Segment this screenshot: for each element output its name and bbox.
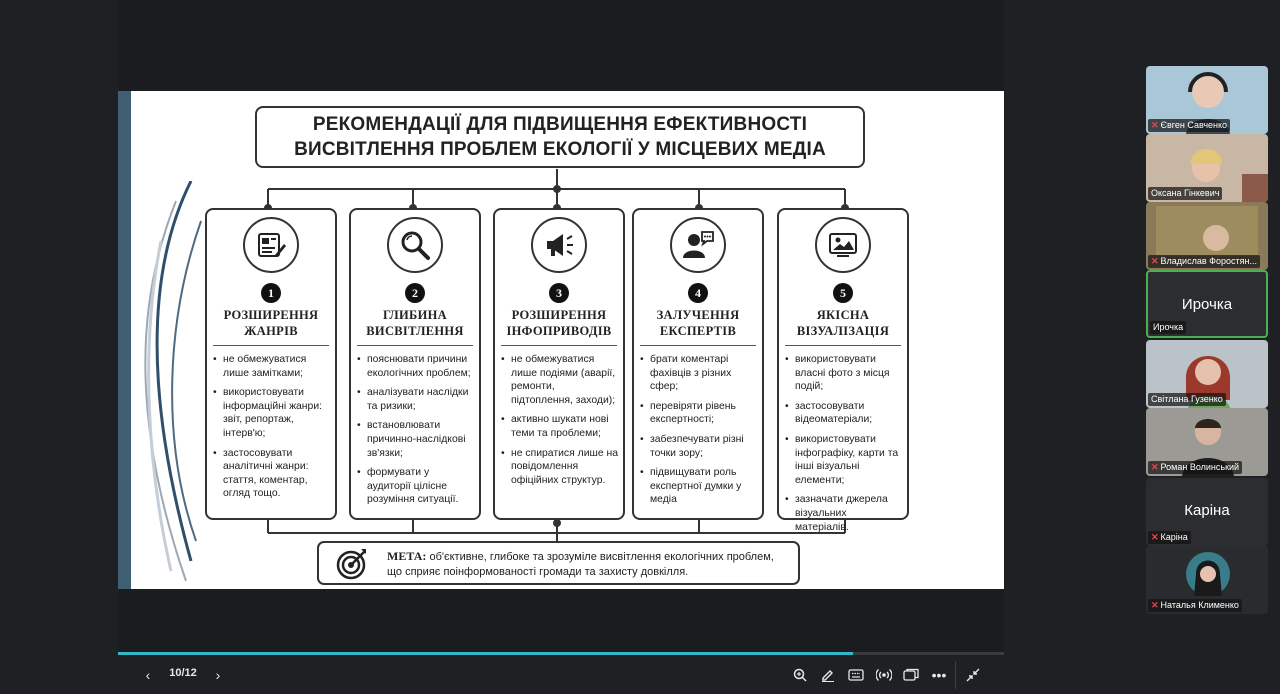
card-divider: [357, 345, 473, 346]
card-title: РОЗШИРЕННЯ ЖАНРІВ: [223, 308, 319, 338]
list-item: • використовувати власні фото з місця подій;: [785, 353, 903, 394]
list-item: • застосовувати відеоматеріали;: [785, 400, 903, 427]
list-item: • не обмежуватися лише подіями (аварії, ремонти, підтоплення, заходи);: [501, 353, 619, 407]
recommendation-card-5: [777, 208, 909, 533]
card-list: [640, 353, 758, 513]
card-title: РОЗШИРЕННЯ ІНФОПРИВОДІВ: [506, 308, 612, 338]
list-item: • активно шукати нові теми та проблеми;: [501, 413, 619, 440]
slide-title-line-1: РЕКОМЕНДАЦІЇ ДЛЯ ПІДВИЩЕННЯ ЕФЕКТИВНОСТІ: [312, 114, 808, 135]
card-list: [501, 353, 619, 493]
list-item: • перевіряти рівень експертності;: [640, 400, 758, 427]
list-item: • використовувати інформаційні жанри: звіт, репортаж, інтерв'ю;: [213, 386, 331, 440]
recommendation-card-3: [493, 208, 625, 520]
participant-tile[interactable]: [1146, 134, 1268, 202]
participant-tile[interactable]: [1146, 546, 1268, 614]
card-number: 4: [688, 283, 708, 303]
goal-description: об'єктивне, глибоке та зрозуміле висвітлення екологічних проблем, що сприяє поінформованості громади та захисту довкілля.: [387, 551, 774, 578]
expert-speech-icon: [670, 217, 726, 273]
list-item: • не обмежуватися лише замітками;: [213, 353, 331, 380]
card-list: [785, 353, 903, 540]
participant-name: ✕ Владислав Форостян...: [1148, 255, 1260, 268]
card-divider: [785, 345, 901, 346]
participant-name: ✕ Євген Савченко: [1148, 119, 1230, 132]
card-title: ЗАЛУЧЕННЯ ЕКСПЕРТІВ: [656, 308, 740, 338]
participant-tile[interactable]: [1146, 408, 1268, 476]
card-title: ЯКІСНА ВІЗУАЛІЗАЦІЯ: [796, 308, 890, 338]
participant-tile[interactable]: [1146, 340, 1268, 408]
mic-off-icon: ✕: [1151, 532, 1159, 542]
target-icon: [335, 547, 369, 581]
next-icon[interactable]: ›: [215, 667, 221, 683]
toolbar-divider: [955, 661, 956, 689]
prev-icon[interactable]: ‹: [145, 667, 151, 683]
list-item: • пояснювати причини екологічних проблем;: [357, 353, 475, 380]
participant-name: Ирочка: [1150, 321, 1186, 334]
list-item: • брати коментарі фахівців з різних сфер;: [640, 353, 758, 394]
list-item: • забезпечувати різні точки зору;: [640, 433, 758, 460]
list-item: • формувати у аудиторії цілісне розуміння ситуації.: [357, 466, 475, 507]
mic-off-icon: ✕: [1151, 256, 1159, 266]
list-item: • зазначати джерела візуальних матеріалів.: [785, 493, 903, 534]
slide-title-line-2: ВИСВІТЛЕННЯ ПРОБЛЕМ ЕКОЛОГІЇ У МІСЦЕВИХ МЕДІА: [294, 139, 826, 160]
zoom-in-icon[interactable]: [790, 665, 810, 685]
card-divider: [640, 345, 756, 346]
participant-tile[interactable]: [1146, 478, 1268, 546]
recommendation-card-2: [349, 208, 481, 520]
participant-tile-active-speaker[interactable]: [1146, 270, 1268, 338]
collapse-icon[interactable]: [963, 665, 983, 685]
megaphone-icon: [531, 217, 587, 273]
participant-name: Оксана Гінкевич: [1148, 187, 1222, 200]
page-counter: 10/12: [169, 667, 197, 679]
image-monitor-icon: [815, 217, 871, 273]
mic-off-icon: ✕: [1151, 600, 1159, 610]
presentation-toolbar: [118, 655, 1004, 694]
goal-text: [387, 549, 787, 580]
slide-title-box: [255, 106, 865, 168]
broadcast-icon[interactable]: [874, 665, 894, 685]
keyboard-icon[interactable]: [846, 665, 866, 685]
participant-tile[interactable]: [1146, 66, 1268, 134]
card-divider: [213, 345, 329, 346]
mic-off-icon: ✕: [1151, 120, 1159, 130]
magnifier-icon: [387, 217, 443, 273]
participant-name: ✕ Роман Волинський: [1148, 461, 1242, 474]
card-list: [357, 353, 475, 513]
participant-display-name: Каріна: [1184, 502, 1230, 519]
card-number: 2: [405, 283, 425, 303]
card-title: ГЛИБИНА ВИСВІТЛЕННЯ: [366, 308, 464, 338]
recommendation-card-4: [632, 208, 764, 520]
recommendation-card-1: [205, 208, 337, 520]
participant-tile[interactable]: [1146, 202, 1268, 270]
list-item: • підвищувати роль експертної думки у медіа: [640, 466, 758, 507]
list-item: • не спиратися лише на повідомлення офіційних структур.: [501, 447, 619, 488]
list-item: • використовувати інфографіку, карти та інші візуальні елементи;: [785, 433, 903, 487]
card-list: [213, 353, 331, 507]
leaf-decoration: [131, 181, 211, 581]
more-icon[interactable]: •••: [931, 667, 947, 683]
card-number: 3: [549, 283, 569, 303]
presentation-slide: [118, 91, 1004, 589]
slide-side-strip: [118, 91, 131, 589]
window-icon[interactable]: [901, 665, 921, 685]
goal-label: МЕТА:: [387, 549, 427, 563]
annotate-icon[interactable]: [818, 665, 838, 685]
mic-off-icon: ✕: [1151, 462, 1159, 472]
list-item: • застосовувати аналітичні жанри: стаття, коментар, огляд тощо.: [213, 447, 331, 501]
participant-name: ✕ Наталья Клименко: [1148, 599, 1242, 612]
card-divider: [501, 345, 617, 346]
participant-name: Світлана Гузенко: [1148, 393, 1226, 406]
goal-box: [317, 541, 800, 585]
list-item: • встановлювати причинно-наслідкові зв'язки;: [357, 419, 475, 460]
document-edit-icon: [243, 217, 299, 273]
participant-display-name: Ирочка: [1181, 296, 1233, 313]
participant-name: ✕ Каріна: [1148, 531, 1191, 544]
card-number: 5: [833, 283, 853, 303]
card-number: 1: [261, 283, 281, 303]
list-item: • аналізувати наслідки та ризики;: [357, 386, 475, 413]
